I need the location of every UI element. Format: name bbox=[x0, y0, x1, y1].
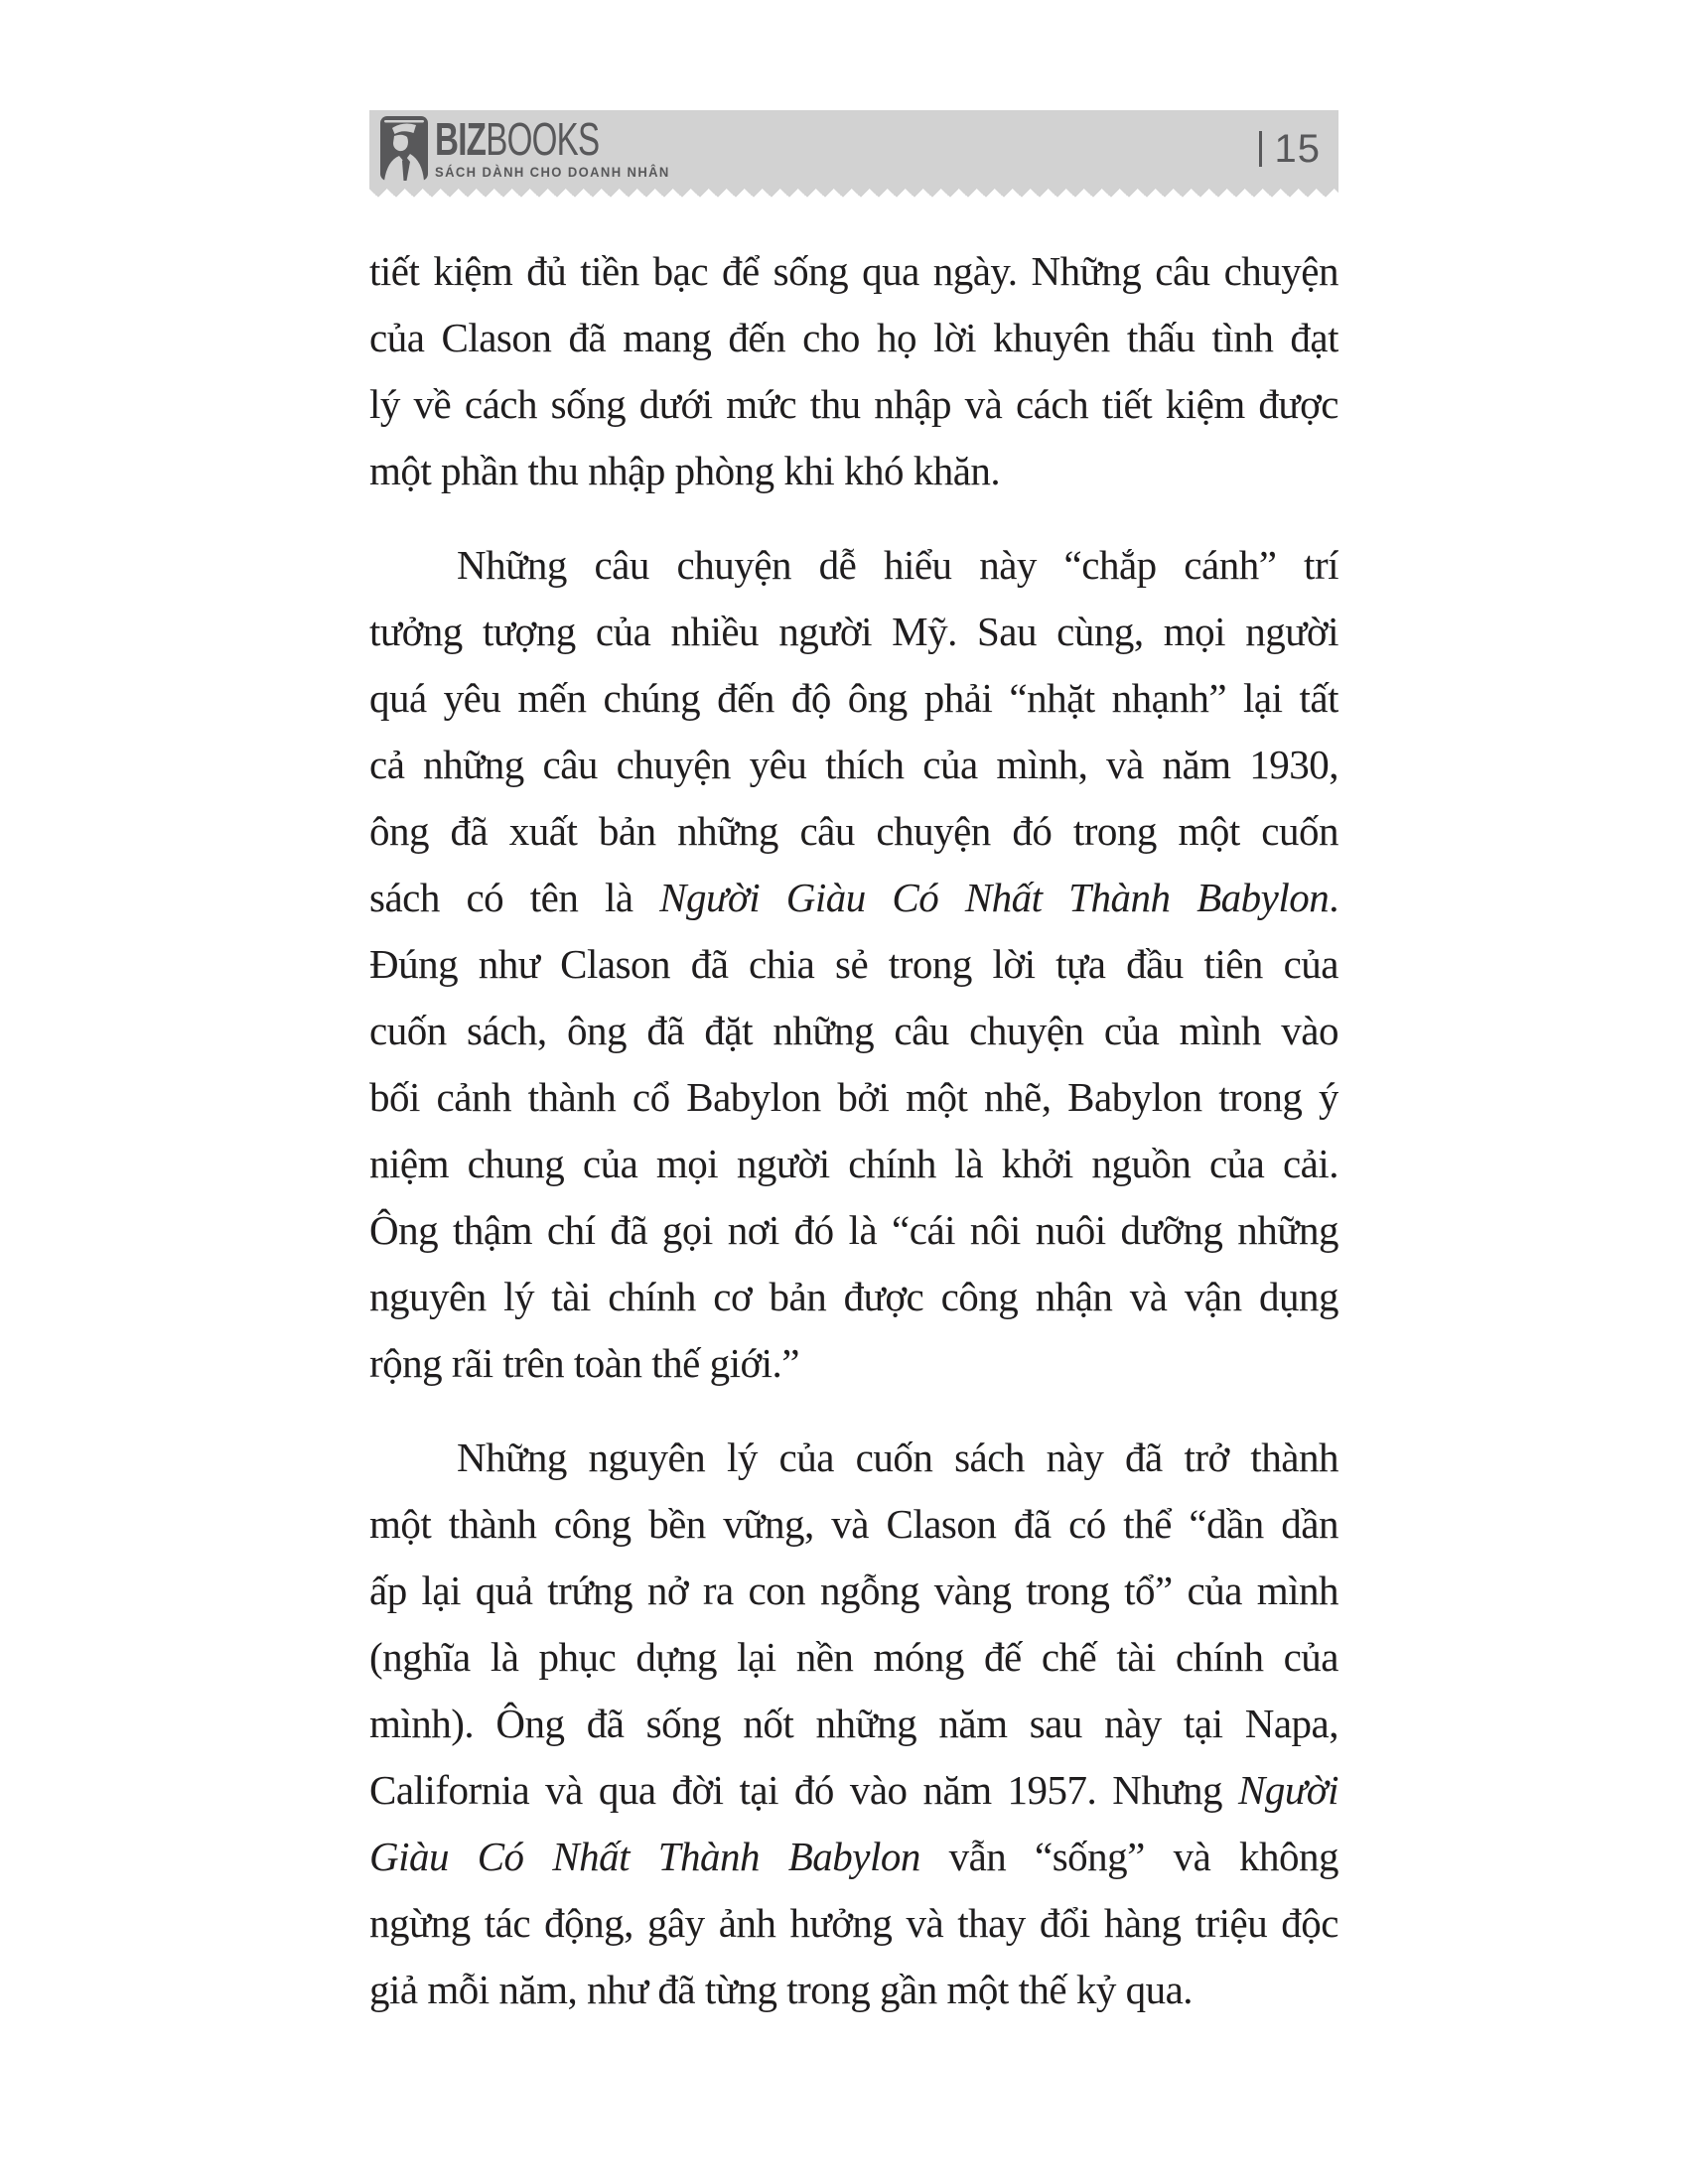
text-line bbox=[369, 1691, 1338, 1757]
text-segment: Ông thậm chí đã gọi nơi đó là “cái nôi nuôi dưỡng những bbox=[369, 1207, 1338, 1253]
text-line bbox=[369, 1890, 1338, 1957]
text-line bbox=[369, 1757, 1338, 1824]
text-line bbox=[369, 1264, 1338, 1330]
text-segment: cuốn sách, ông đã đặt những câu chuyện của mình vào bbox=[369, 1008, 1338, 1053]
text-segment: bối cảnh thành cổ Babylon bởi một nhẽ, Babylon trong ý bbox=[369, 1074, 1338, 1120]
text-segment: Những câu chuyện dễ hiểu này “chắp cánh” trí bbox=[457, 542, 1338, 588]
text-segment: của Clason đã mang đến cho họ lời khuyên thấu tình đạt bbox=[369, 315, 1338, 360]
text-line bbox=[369, 371, 1338, 438]
publisher-logo bbox=[380, 113, 688, 181]
text-line bbox=[369, 665, 1338, 732]
paragraph bbox=[369, 238, 1338, 504]
text-line bbox=[369, 1197, 1338, 1264]
publisher-logo-text bbox=[435, 113, 688, 180]
text-segment: Những nguyên lý của cuốn sách này đã trở thành bbox=[457, 1434, 1338, 1480]
text-segment: lý về cách sống dưới mức thu nhập và cách tiết kiệm được bbox=[369, 381, 1338, 427]
text-line bbox=[369, 1425, 1338, 1491]
brand-name-regular: BOOKS bbox=[486, 113, 600, 165]
page-number-value: 15 bbox=[1274, 127, 1321, 171]
book-title-italic: Người bbox=[1238, 1767, 1338, 1813]
text-line bbox=[369, 532, 1338, 599]
text-segment: ông đã xuất bản những câu chuyện đó trong một cuốn bbox=[369, 808, 1338, 854]
brand-name bbox=[435, 113, 617, 165]
text-line bbox=[369, 1957, 1338, 2023]
text-line bbox=[369, 998, 1338, 1064]
header-band bbox=[369, 110, 1338, 188]
text-line bbox=[369, 1624, 1338, 1691]
paragraph bbox=[369, 532, 1338, 1397]
text-segment: cả những câu chuyện yêu thích của mình, và năm 1930, bbox=[369, 742, 1338, 787]
text-segment: ngừng tác động, gây ảnh hưởng và thay đổi hàng triệu độc bbox=[369, 1900, 1338, 1946]
text-segment: California và qua đời tại đó vào năm 1957. Nhưng bbox=[369, 1767, 1239, 1813]
text-segment: rộng rãi trên toàn thế giới.” bbox=[369, 1340, 799, 1386]
text-line bbox=[369, 1824, 1338, 1890]
text-line bbox=[369, 931, 1338, 998]
text-line bbox=[369, 438, 1338, 504]
text-segment: Đúng như Clason đã chia sẻ trong lời tựa đầu tiên của bbox=[369, 941, 1338, 987]
brand-tagline: SÁCH DÀNH CHO DOANH NHÂN bbox=[435, 164, 670, 180]
text-segment: tưởng tượng của nhiều người Mỹ. Sau cùng, mọi người bbox=[369, 609, 1338, 654]
book-title-italic: Người Giàu Có Nhất Thành Babylon bbox=[659, 875, 1330, 920]
text-segment: sách có tên là bbox=[369, 875, 660, 920]
text-line bbox=[369, 1558, 1338, 1624]
text-segment: ấp lại quả trứng nở ra con ngỗng vàng trong tổ” của mình bbox=[369, 1568, 1338, 1613]
text-line bbox=[369, 1491, 1338, 1558]
businessman-book-icon bbox=[380, 116, 428, 181]
body-text bbox=[369, 238, 1338, 2023]
text-line bbox=[369, 1330, 1338, 1397]
text-line bbox=[369, 732, 1338, 798]
text-line bbox=[369, 865, 1338, 931]
book-title-italic: Giàu Có Nhất Thành Babylon bbox=[369, 1834, 920, 1879]
text-line bbox=[369, 305, 1338, 371]
text-segment: một phần thu nhập phòng khi khó khăn. bbox=[369, 448, 1001, 493]
text-segment: nguyên lý tài chính cơ bản được công nhận và vận dụng bbox=[369, 1274, 1338, 1319]
text-segment: tiết kiệm đủ tiền bạc để sống qua ngày. Những câu chuyện bbox=[369, 248, 1338, 294]
brand-name-bold: BIZ bbox=[435, 113, 487, 165]
text-segment: quá yêu mến chúng đến độ ông phải “nhặt nhạnh” lại tất bbox=[369, 675, 1338, 721]
text-segment: (nghĩa là phục dựng lại nền móng đế chế tài chính của bbox=[369, 1634, 1338, 1680]
text-segment: niệm chung của mọi người chính là khởi nguồn của cải. bbox=[369, 1141, 1338, 1186]
text-segment: . bbox=[1329, 875, 1338, 920]
text-line bbox=[369, 798, 1338, 865]
text-line bbox=[369, 1131, 1338, 1197]
page-number-divider bbox=[1259, 131, 1262, 167]
text-line bbox=[369, 238, 1338, 305]
text-segment: giả mỗi năm, như đã từng trong gần một thế kỷ qua. bbox=[369, 1967, 1194, 2012]
text-segment: một thành công bền vững, và Clason đã có thể “dần dần bbox=[369, 1501, 1338, 1547]
text-line bbox=[369, 599, 1338, 665]
paragraph bbox=[369, 1425, 1338, 2023]
text-segment: vẫn “sống” và không bbox=[919, 1834, 1338, 1879]
page-number bbox=[1259, 129, 1322, 169]
text-segment: mình). Ông đã sống nốt những năm sau này tại Napa, bbox=[369, 1701, 1338, 1746]
text-line bbox=[369, 1064, 1338, 1131]
